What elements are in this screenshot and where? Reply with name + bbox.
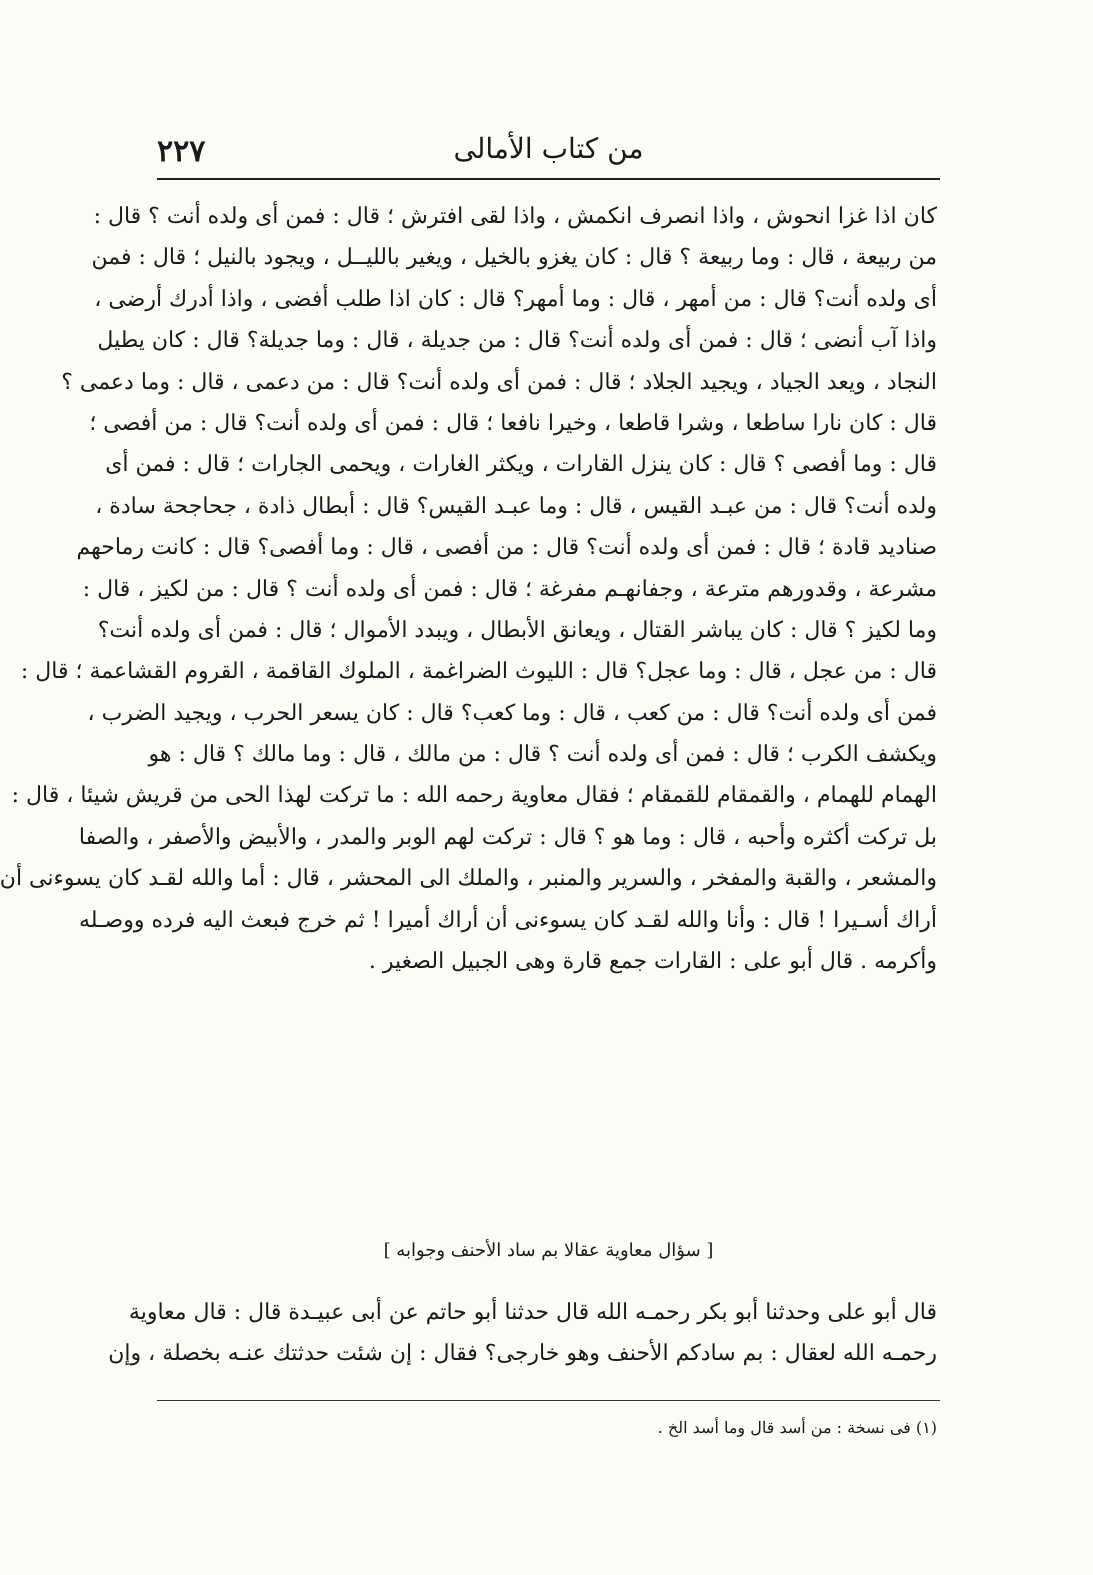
page-number: ٢٢٧ — [157, 134, 206, 169]
text-line: صناديد قادة ؛ قال : فمن أى ولده أنت؟ قال : من أفصى ، قال : وما أفصى؟ قال : كانت رماحهم — [76, 535, 937, 561]
text-line: قال : وما أفصى ؟ قال : كان ينزل القارات ، ويكثر الغارات ، ويحمى الجارات ؛ قال : فمن أى — [105, 452, 937, 478]
text-line: ولده أنت؟ قال : من عبـد القيس ، قال : وما عبـد القيس؟ قال : أبطال ذادة ، جحاجحة سادة ، — [95, 493, 937, 519]
text-line: ويكشف الكرب ؛ قال : فمن أى ولده أنت ؟ قال : من مالك ، قال : وما مالك ؟ قال : هو — [148, 742, 937, 768]
text-line: رحمـه الله لعقال : بم سادكم الأحنف وهو خارجى؟ فقال : إن شئت حدثتك عنـه بخصلة ، وإن — [108, 1341, 937, 1367]
page-header — [157, 128, 940, 176]
body-text — [0, 196, 937, 982]
text-line: النجاد ، ويعد الجياد ، ويجيد الجلاد ؛ قال : فمن أى ولده أنت؟ قال : من دعمى ، قال : وما دعمى ؟ — [61, 369, 937, 395]
text-line: مشرعة ، وقدورهم مترعة ، وجفانهـم مفرغة ؛ قال : فمن أى ولده أنت ؟ قال : من لكيز ، قال : — [82, 576, 937, 602]
section-text — [108, 1292, 937, 1375]
text-line: قال : من عجل ، قال : وما عجل؟ قال : الليوث الضراغمة ، الملوك القاقمة ، القروم القشاعمة ؛ قال : — [20, 659, 937, 685]
text-line: الهمام للهمام ، والقمقام للقمقام ؛ فقال معاوية رحمه الله : ما تركت لهذا الحى من قريش شيئا ، قال : — [11, 783, 937, 809]
running-title: من كتاب الأمالى — [453, 132, 644, 165]
text-line: قال : كان نارا ساطعا ، وشرا قاطعا ، وخيرا نافعا ؛ قال : فمن أى ولده أنت؟ قال : من أفصى ؛ — [89, 410, 937, 436]
text-line: فمن أى ولده أنت؟ قال : من كعب ، قال : وما كعب؟ قال : كان يسعر الحرب ، ويجيد الضرب ، — [87, 700, 937, 726]
text-line: قال أبو على وحدثنا أبو بكر رحمـه الله قال حدثنا أبو حاتم عن أبى عبيـدة قال : قال معاوية — [128, 1300, 937, 1325]
text-line: كان اذا غزا انحوش ، واذا انصرف انكمش ، واذا لقى افترش ؛ قال : فمن أى ولده أنت ؟ قال : — [93, 204, 937, 229]
text-line: من ربيعة ، قال : وما ربيعة ؟ قال : كان يغزو بالخيل ، ويغير بالليــل ، ويجود بالنيل ؛ قال : فمن — [91, 245, 937, 271]
text-line: بل تركت أكثره وأحبه ، قال : وما هو ؟ قال : تركت لهم الوبر والمدر ، والأبيض والأصفر ، والصفا — [78, 824, 937, 850]
footnote-rule — [157, 1400, 940, 1401]
footnote: (١) فى نسخة : من أسد قال وما أسد الخ . — [657, 1418, 937, 1437]
text-line: وما لكيز ؟ قال : كان يباشر القتال ، ويعانق الأبطال ، ويبدد الأموال ؛ قال : فمن أى ولده أنت؟ — [97, 617, 937, 643]
text-line: وأكرمه . قال أبو على : القارات جمع قارة وهى الجبيل الصغير . — [368, 949, 937, 975]
text-line: أى ولده أنت؟ قال : من أمهر ، قال : وما أمهر؟ قال : كان اذا طلب أفضى ، واذا أدرك أرضى ، — [94, 286, 937, 312]
text-line: واذا آب أنضى ؛ قال : فمن أى ولده أنت؟ قال : من جديلة ، قال : وما جديلة؟ قال : كان يطيل — [97, 328, 937, 354]
header-rule — [157, 178, 940, 180]
section-heading: [ سؤال معاوية عقالا بم ساد الأحنف وجوابه ] — [383, 1240, 714, 1261]
text-line: أراك أسـيرا ! قال : وأنا والله لقـد كان يسوءنى أن أراك أميرا ! ثم خرج فبعث اليه فرده ووصـله — [79, 907, 937, 933]
text-line: والمشعر ، والقبة والمفخر ، والسرير والمنبر ، والملك الى المحشر ، قال : أما والله لقـد كان يسوءنى أن — [0, 866, 937, 892]
